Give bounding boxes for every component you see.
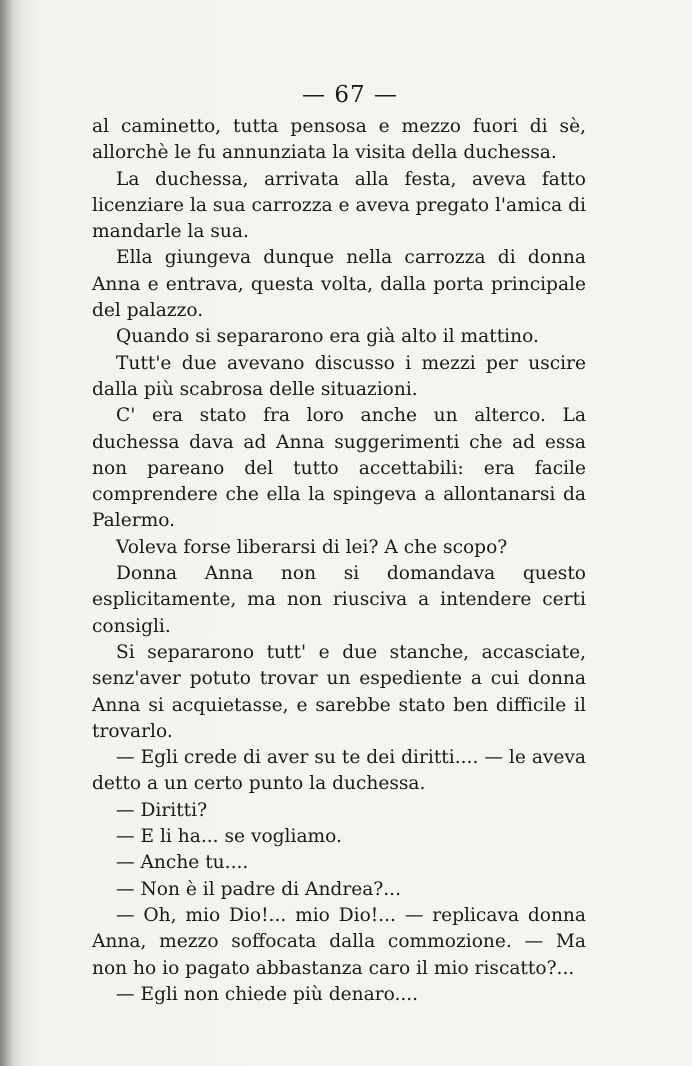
paragraph-continuation: al caminetto, tutta pensosa e mezzo fuori di sè, allorchè le fu annunziata la visita della duchessa.: [92, 116, 586, 164]
paragraph: C' era stato fra loro anche un alterco. La duchessa dava ad Anna suggerimenti che ad essa non pareano del tutto accettabili: era facile comprendere che ella la spingeva a allontanarsi da Palermo.: [92, 405, 586, 532]
dialogue-line: — Anche tu....: [116, 852, 249, 874]
binding-shadow: [0, 0, 14, 1066]
paragraph: Voleva forse liberarsi di lei? A che scopo?: [116, 536, 508, 558]
body-text: [92, 114, 586, 1008]
paragraph: Ella giungeva dunque nella carrozza di donna Anna e entrava, questa volta, dalla porta principale del palazzo.: [92, 247, 586, 322]
dialogue-line: — Egli crede di aver su te dei diritti.... — le aveva detto a un certo punto la duchessa.: [92, 747, 586, 795]
dialogue-line: — Diritti?: [116, 799, 208, 821]
paragraph: Tutt'e due avevano discusso i mezzi per uscire dalla più scabrosa delle situazioni.: [92, 352, 586, 400]
paragraph: La duchessa, arrivata alla festa, aveva fatto licenziare la sua carrozza e aveva pregato l'amica di mandarle la sua.: [92, 168, 586, 243]
paragraph: Quando si separarono era già alto il mattino.: [116, 326, 539, 348]
paragraph: Donna Anna non si domandava questo esplicitamente, ma non riusciva a intendere certi consigli.: [92, 563, 586, 637]
dialogue-line: — Egli non chiede più denaro....: [116, 983, 419, 1005]
dialogue-line: — Non è il padre di Andrea?...: [116, 878, 402, 900]
page-number: — 67 —: [302, 82, 398, 108]
paragraph: Si separarono tutt' e due stanche, accasciate, senz'aver potuto trovar un espediente a cui donna Anna si acquietasse, e sarebbe stato ben difficile il trovarlo.: [92, 641, 586, 742]
dialogue-line: — E li ha... se vogliamo.: [116, 826, 342, 848]
dialogue-line: — Oh, mio Dio!... mio Dio!... — replicava donna Anna, mezzo soffocata dalla commozione. — Ma non ho io pagato abbastanza caro il mio riscatto?...: [92, 904, 586, 979]
